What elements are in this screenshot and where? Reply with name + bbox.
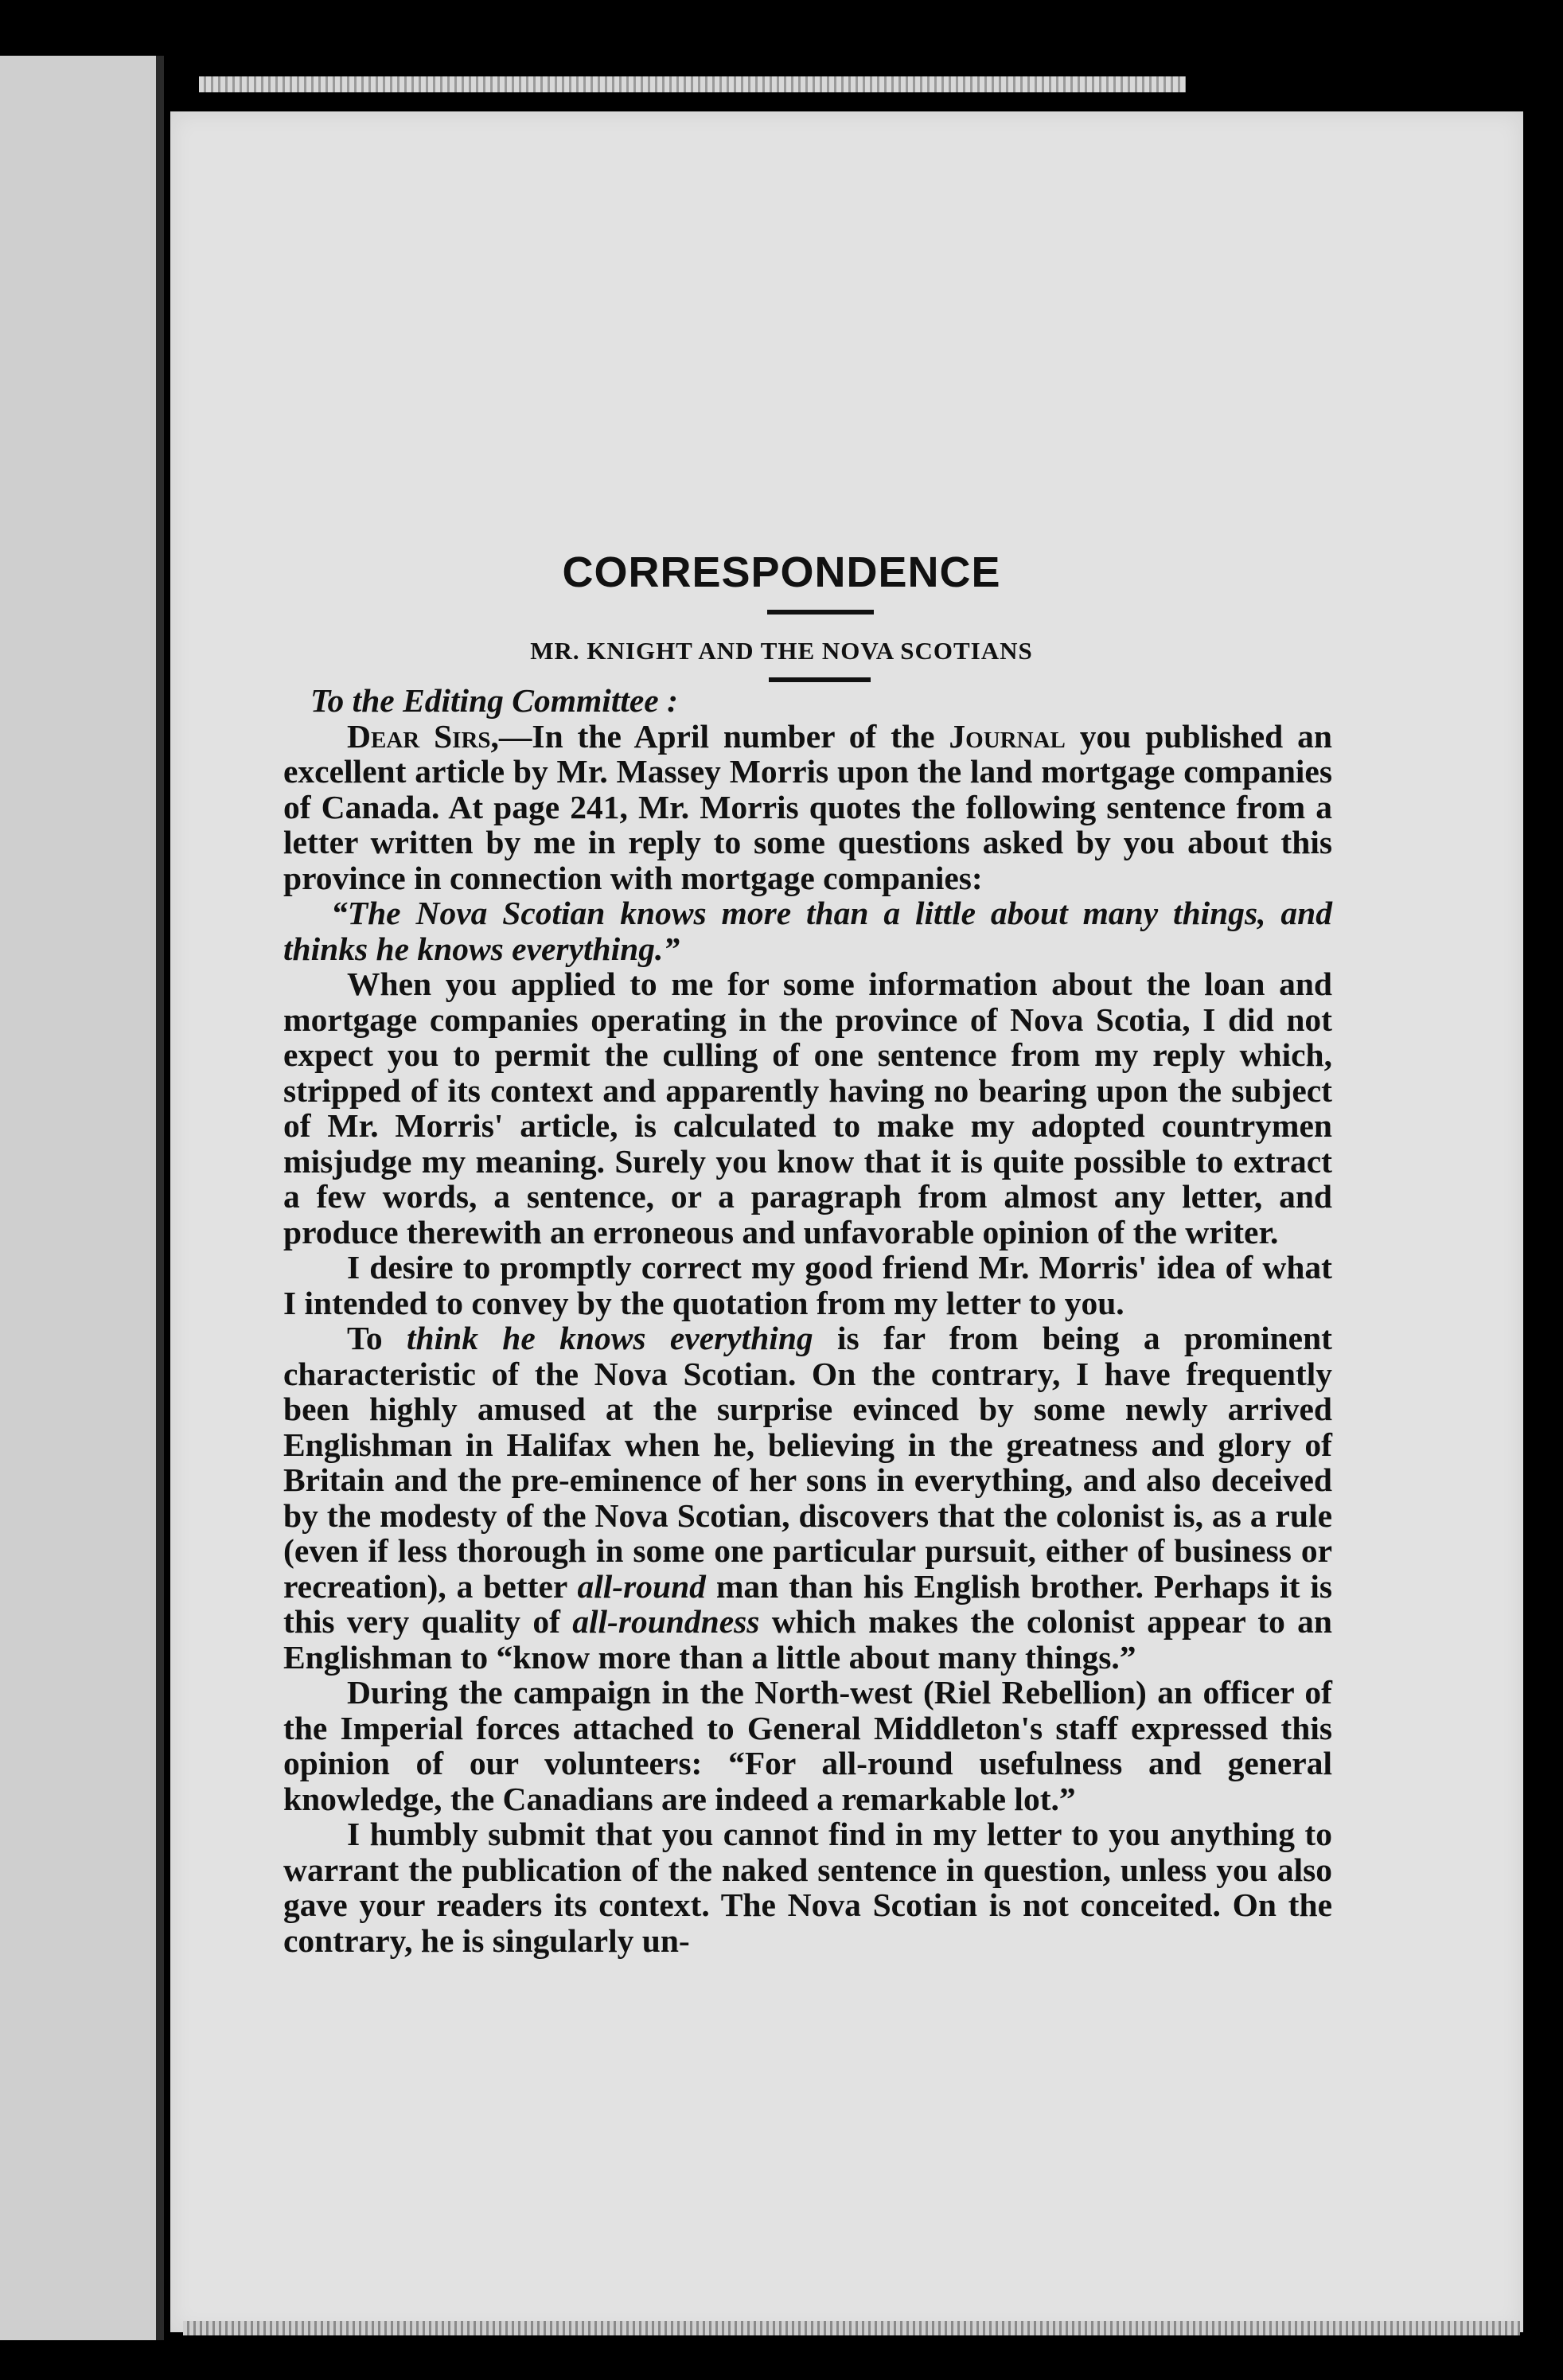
page-title: CORRESPONDENCE bbox=[562, 548, 1001, 596]
paragraph-4-text-d: which makes the colonist appear to an Englishman to “know more than a little about many things.” bbox=[283, 1603, 1332, 1676]
title-rule bbox=[767, 610, 874, 615]
paragraph-3: I desire to promptly correct my good friend Mr. Morris' idea of what I intended to convey by the quotation from my letter to you. bbox=[283, 1249, 1332, 1321]
film-edge-top bbox=[199, 76, 1186, 92]
paragraph-4-text-a: To bbox=[347, 1320, 407, 1356]
paragraph-4 bbox=[283, 1321, 1332, 1675]
paragraph-1-text-a: —In the April number of the bbox=[498, 717, 949, 755]
article-title: MR. KNIGHT AND THE NOVA SCOTIANS bbox=[530, 637, 1033, 665]
paragraph-1-text-b: you published an excellent article by Mr. Massey Morris upon the land mortgage companies of Canada. At page 241, Mr. Morris quotes the following sentence from a letter written by me in reply to some questions asked by you about this province in connection with mortgage companies: bbox=[283, 717, 1332, 896]
paragraph-4-text-c: man than his English brother. Perhaps it is this very quality of bbox=[283, 1567, 1333, 1640]
paragraph-1 bbox=[283, 719, 1332, 896]
quotation: “The Nova Scotian knows more than a little about many things, and thinks he knows everything.” bbox=[283, 895, 1332, 967]
salutation: To the Editing Committee : bbox=[310, 682, 678, 719]
greeting: Dear Sirs, bbox=[347, 717, 499, 755]
paragraph-2: When you applied to me for some information about the loan and mortgage companies operating in the province of Nova Scotia, I did not expect you to permit the culling of one sentence from my reply which, stripped of its context and apparently having no bearing upon the subject of Mr. Morris' article, is calculated to make my adopted countrymen misjudge my meaning. Surely you know that it is quite possible to extract a few words, a sentence, or a paragraph from almost any letter, and produce therewith an erroneous and unfavorable opinion of the writer. bbox=[283, 966, 1332, 1250]
facing-page-edge bbox=[0, 56, 159, 2340]
emphasis-1: think he knows everything bbox=[406, 1320, 813, 1356]
film-edge-bottom bbox=[183, 2321, 1520, 2335]
paragraph-4-text-b: is far from being a prominent characteristic of the Nova Scotian. On the contrary, I have frequently been highly amused at the surprise evinced by some newly arrived Englishman in Halifax when he, believing in the greatness and glory of Britain and the pre-eminence of her sons in everything, and also deceived by the modesty of the Nova Scotian, discovers that the colonist is, as a rule (even if less thorough in some one particular pursuit, either of business or recreation), a better bbox=[283, 1320, 1333, 1605]
paragraph-6: I humbly submit that you cannot find in my letter to you anything to warrant the publication of the naked sentence in question, unless you also gave your readers its context. The Nova Scotian is not conceited. On the contrary, he is singularly un- bbox=[283, 1816, 1332, 1959]
subtitle-rule bbox=[769, 677, 871, 682]
emphasis-2: all-round bbox=[577, 1567, 706, 1605]
emphasis-3: all-roundness bbox=[572, 1603, 760, 1640]
journal-name: Journal bbox=[949, 717, 1066, 755]
paragraph-5: During the campaign in the North-west (Riel Rebellion) an officer of the Imperial forces attached to General Middleton's staff expressed this opinion of our volunteers: “For all-round usefulness and general knowledge, the Canadians are indeed a remarkable lot.” bbox=[283, 1674, 1332, 1817]
page-gutter bbox=[156, 56, 164, 2340]
letter-body bbox=[283, 683, 1332, 1958]
